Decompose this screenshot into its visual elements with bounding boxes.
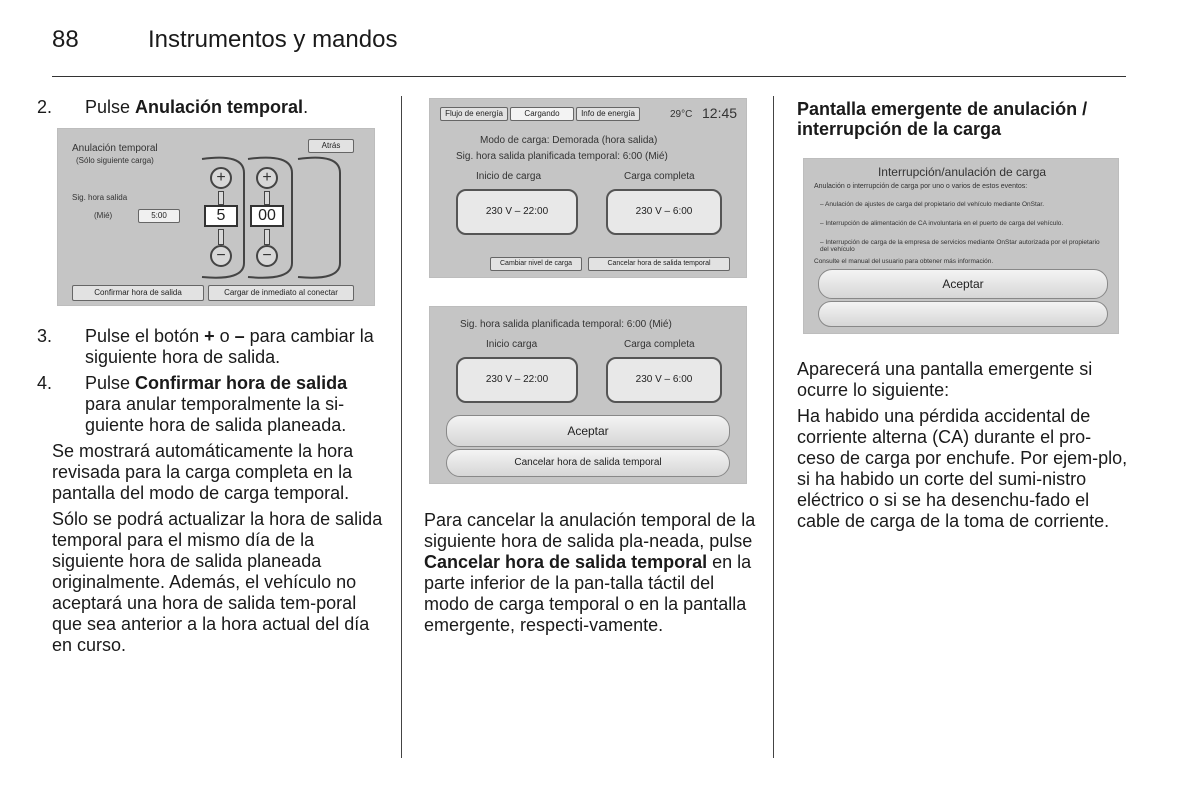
screen-subtitle: (Sólo siguiente carga) [76,156,154,165]
minute-slider-top [264,191,270,205]
hour-minus-button[interactable]: − [210,245,232,267]
section-heading: Pantalla emergente de anulación / interrupción de la carga [797,99,1088,139]
accept-button[interactable]: Aceptar [446,415,730,447]
hour-plus-button[interactable]: + [210,167,232,189]
tab-energy-info[interactable]: Info de energía [576,107,640,121]
override-screen [57,128,375,306]
charging-screen [429,98,747,278]
step-3: 3. Pulse el botón + o – para cambiar la siguiente hora de salida. [37,326,374,367]
paragraph-power-loss: Ha habido una pérdida accidental de corriente alterna (CA) durante el pro-ceso de carga por enchufe. Por ejem-plo, si ha habido un corte del sumi-nistro eléctrico o si se ha desenchu-fado el cable de carga de la toma de corriente. [797,406,1128,531]
planned-departure: Sig. hora salida planificada temporal: 6:00 (Mié) [456,151,668,162]
cancel-temporary-button[interactable]: Cancelar hora de salida temporal [588,257,730,271]
accept-button[interactable]: Aceptar [818,269,1108,299]
tab-charging[interactable]: Cargando [510,107,574,121]
back-button[interactable]: Atrás [308,139,354,153]
step-2: 2. Pulse Anulación temporal. [37,97,309,117]
popup-intro: Anulación o interrupción de carga por uno o varios de estos eventos: [814,183,1028,190]
page-title: Instrumentos y mandos [148,26,398,53]
departure-time-field[interactable]: 5:00 [138,209,180,223]
paragraph-update-rules: Sólo se podrá actualizar la hora de salida temporal para el mismo día de la siguiente hora de salida planeada originalmente. Además, el vehículo no aceptará una hora de salida tem-poral que sea anterior a la hora actual del día en curso. [52,509,383,655]
tab-energy-flow[interactable]: Flujo de energía [440,107,508,121]
complete-label: Carga completa [624,171,695,182]
paragraph-cancel-instructions: Para cancelar la anulación temporal de la siguiente hora de salida pla-neada, pulse Cancelar hora de salida temporal en la parte inferior de la pan-talla táctil del modo de carga temporal o en la pantalla emergente, respecti-vamente. [424,510,756,635]
departure-label: Sig. hora salida [72,193,128,202]
screen-title: Anulación temporal [72,143,158,154]
start-label: Inicio carga [486,339,538,350]
left-column-text [37,326,387,661]
start-label: Inicio de carga [476,171,542,182]
minute-minus-button[interactable]: − [256,245,278,267]
interruption-popup-screen [803,158,1119,334]
step-4: 4. Pulse Confirmar hora de salida para anular temporalmente la si-guiente hora de salida planeada. [37,373,348,435]
paragraph-revised-time: Se mostrará automáticamente la hora revisada para la carga completa en la pantalla del modo de carga temporal. [52,441,354,503]
charge-immediately-button[interactable]: Cargar de inmediato al conectar [208,285,354,301]
planned-departure: Sig. hora salida planificada temporal: 6:00 (Mié) [460,319,672,330]
charge-mode: Modo de carga: Demorada (hora salida) [480,135,658,146]
change-level-button[interactable]: Cambiar nivel de carga [490,257,582,271]
column-divider-left [401,96,402,758]
popup-bullet: – Anulación de ajustes de carga del propietario del vehículo mediante OnStar. [820,201,1045,208]
complete-label: Carga completa [624,339,695,350]
page-number: 88 [52,26,79,53]
hour-slider-bottom [218,229,224,245]
popup-bullet: – Interrupción de alimentación de CA involuntaria en el puerto de carga del vehículo. [820,220,1064,227]
column-divider-right [773,96,774,758]
departure-day: (Mié) [94,211,113,220]
popup-bullet: – Interrupción de carga de la empresa de servicios mediante OnStar autorizada por el propietario del vehículo [820,239,1100,253]
confirm-departure-button[interactable]: Confirmar hora de salida [72,285,204,301]
popup-footer: Consulte el manual del usuario para obtener más información. [814,258,994,265]
empty-button[interactable] [818,301,1108,327]
right-column-text [797,359,1129,537]
temperature: 29°C [670,109,693,120]
minute-plus-button[interactable]: + [256,167,278,189]
minute-value: 00 [250,205,284,227]
start-time-box: 230 V – 22:00 [456,357,578,403]
cancel-temporary-button[interactable]: Cancelar hora de salida temporal [446,449,730,477]
hour-value: 5 [204,205,238,227]
hour-slider-top [218,191,224,205]
header-divider [52,76,1126,77]
minute-slider-bottom [264,229,270,245]
clock: 12:45 [702,105,738,121]
paragraph-popup-appears: Aparecerá una pantalla emergente si ocurre lo siguiente: [797,359,1093,400]
complete-time-box: 230 V – 6:00 [606,357,722,403]
middle-column-text [424,510,756,641]
popup-title: Interrupción/anulación de carga [877,165,1047,179]
start-time-box: 230 V – 22:00 [456,189,578,235]
temporary-popup-screen [429,306,747,484]
complete-time-box: 230 V – 6:00 [606,189,722,235]
